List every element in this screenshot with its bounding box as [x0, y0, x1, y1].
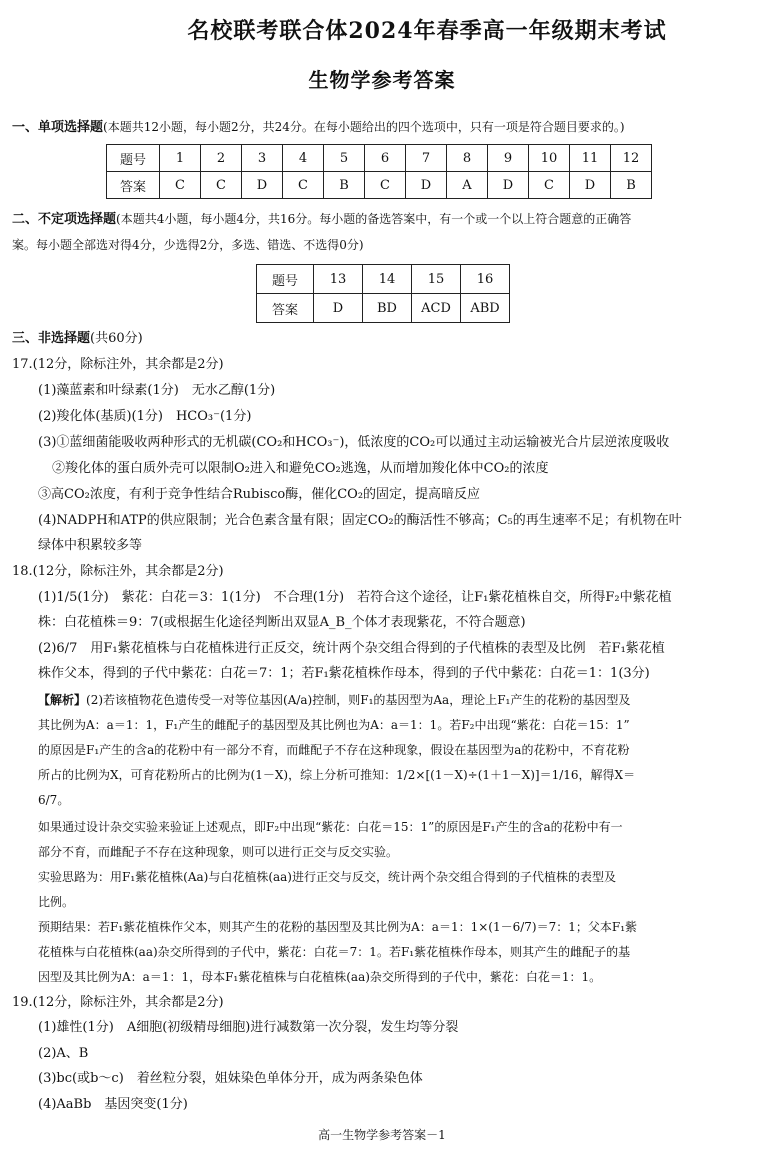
q17-1: (1)藻蓝素和叶绿素(1分) 无水乙醇(1分): [38, 383, 276, 398]
q19-4: (4)AaBb 基因突变(1分): [38, 1097, 188, 1112]
q17-3c: ③高CO₂浓度，有利于竞争性结合Rubisco酶，催化CO₂的固定，提高暗反应: [38, 487, 481, 502]
table-cell: ABD: [461, 294, 510, 323]
q18-analysis-5: 6/7。: [38, 793, 70, 807]
table-cell: C: [160, 172, 201, 199]
q18-analysis-10: 预期结果：若F₁紫花植株作父本，则其产生的花粉的基因型及其比例为A：a＝1：1×(1－6/7)＝7：1；父本F₁紫: [38, 920, 638, 934]
q18-analysis-1: [38, 691, 630, 709]
q18-analysis-4: 所占的比例为X，可育花粉所占的比例为(1－X)，综上分析可推知：1/2×[(1－X)÷(1＋1－X)]＝1/16，解得X＝: [38, 768, 636, 782]
analysis-text: (2)若该植物花色遗传受一对等位基因(A/a)控制，则F₁的基因型为Aa，理论上F₁产生的花粉的基因型及: [86, 693, 631, 707]
q18-analysis-11: 花植株与白花植株(aa)杂交所得到的子代中，紫花：白花＝7：1。若F₁紫花植株作母本，则其产生的雌配子的基: [38, 945, 631, 959]
table-cell: D: [406, 172, 447, 199]
table-cell: D: [314, 294, 363, 323]
table-row: [107, 172, 652, 199]
section3-desc: (共60分): [90, 331, 143, 346]
table-cell: 14: [363, 265, 412, 294]
q17-2: (2)羧化体(基质)(1分) HCO₃⁻(1分): [38, 409, 252, 424]
q17-3a: (3)①蓝细菌能吸收两种形式的无机碳(CO₂和HCO₃⁻)，低浓度的CO₂可以通过主动运输被光合片层逆浓度吸收: [38, 435, 670, 450]
table-cell: 6: [365, 145, 406, 172]
row-label: 题号: [107, 145, 160, 172]
q17-heading: 17.(12分，除标注外，其余都是2分): [12, 357, 224, 372]
table-cell: C: [365, 172, 406, 199]
table-cell: 1: [160, 145, 201, 172]
table-cell: 3: [242, 145, 283, 172]
section3-heading: 三、非选择题: [12, 331, 91, 346]
q18-analysis-12: 因型及其比例为A：a＝1：1，母本F₁紫花植株与白花植株(aa)杂交所得到的子代中，紫花：白花＝1：1。: [38, 970, 602, 984]
q18-analysis-9: 比例。: [38, 895, 75, 909]
section2-heading-line: [12, 210, 631, 229]
page-title: 名校联考联合体2024年春季高一年级期末考试: [187, 18, 667, 44]
section2-desc-2: 案。每小题全部选对得4分，少选得2分，多选、错选、不选得0分): [12, 238, 364, 252]
table-cell: 4: [283, 145, 324, 172]
q19-2: (2)A、B: [38, 1046, 89, 1061]
table-cell: A: [447, 172, 488, 199]
table-cell: 16: [461, 265, 510, 294]
q18-1b: 株：白花植株＝9：7(或根据生化途径判断出双显A_B_个体才表现紫花，不符合题意): [38, 615, 526, 630]
page-footer: 高一生物学参考答案－1: [318, 1128, 446, 1142]
q18-analysis-6: 如果通过设计杂交实验来验证上述观点，即F₂中出现“紫花：白花＝15：1”的原因是F₁产生的含a的花粉中有一: [38, 820, 623, 834]
q17-4a: (4)NADPH和ATP的供应限制；光合色素含量有限；固定CO₂的酶活性不够高；C₅的再生速率不足；有机物在叶: [38, 513, 682, 528]
q19-1: (1)雄性(1分) A细胞(初级精母细胞)进行减数第一次分裂，发生均等分裂: [38, 1020, 459, 1035]
row-label: 答案: [257, 294, 314, 323]
table-cell: D: [488, 172, 529, 199]
q18-analysis-7: 部分不育，而雌配子不存在这种现象，则可以进行正交与反交实验。: [38, 845, 399, 859]
row-label: 题号: [257, 265, 314, 294]
table-cell: 8: [447, 145, 488, 172]
table-cell: C: [529, 172, 570, 199]
section1-heading: 一、单项选择题: [12, 120, 104, 135]
table-cell: C: [201, 172, 242, 199]
section3-heading-line: [12, 330, 143, 348]
q18-2b: 株作父本，得到的子代中紫花：白花＝7：1；若F₁紫花植株作母本，得到的子代中紫花：白花＝1：1(3分): [38, 666, 650, 681]
table-cell: 10: [529, 145, 570, 172]
section1-desc: (本题共12小题，每小题2分，共24分。在每小题给出的四个选项中，只有一项是符合题目要求的。): [103, 120, 625, 134]
q18-analysis-2: 其比例为A：a＝1：1，F₁产生的雌配子的基因型及其比例也为A：a＝1：1。若F₂中出现“紫花：白花＝15：1”: [38, 718, 630, 732]
table-cell: 12: [611, 145, 652, 172]
table-cell: B: [324, 172, 365, 199]
table-row: [257, 265, 510, 294]
single-choice-answer-table: [106, 144, 652, 199]
section2-heading: 二、不定项选择题: [12, 212, 117, 227]
table-row: [107, 145, 652, 172]
q18-heading: 18.(12分，除标注外，其余都是2分): [12, 564, 224, 579]
table-cell: ACD: [412, 294, 461, 323]
table-cell: 2: [201, 145, 242, 172]
q18-1a: (1)1/5(1分) 紫花：白花＝3：1(1分) 不合理(1分) 若符合这个途径，让F₁紫花植株自交，所得F₂中紫花植: [38, 590, 672, 605]
row-label: 答案: [107, 172, 160, 199]
table-cell: 5: [324, 145, 365, 172]
table-cell: D: [242, 172, 283, 199]
multi-choice-answer-table: [256, 264, 510, 323]
table-cell: 9: [488, 145, 529, 172]
table-cell: 11: [570, 145, 611, 172]
table-cell: D: [570, 172, 611, 199]
section2-desc-1: (本题共4小题，每小题4分，共16分。每小题的备选答案中，有一个或一个以上符合题意的正确答: [116, 212, 632, 226]
table-cell: 15: [412, 265, 461, 294]
q18-2a: (2)6/7 用F₁紫花植株与白花植株进行正反交，统计两个杂交组合得到的子代植株的表型及比例 若F₁紫花植: [38, 641, 665, 656]
table-cell: BD: [363, 294, 412, 323]
q18-analysis-3: 的原因是F₁产生的含a的花粉中有一部分不育，而雌配子不存在这种现象，假设在基因型为a的花粉中，不育花粉: [38, 743, 630, 757]
table-cell: 13: [314, 265, 363, 294]
q17-3b: ②羧化体的蛋白质外壳可以限制O₂进入和避免CO₂逃逸，从而增加羧化体中CO₂的浓度: [52, 461, 549, 476]
table-row: [257, 294, 510, 323]
table-cell: B: [611, 172, 652, 199]
table-cell: 7: [406, 145, 447, 172]
analysis-label: 【解析】: [38, 693, 87, 707]
q18-analysis-8: 实验思路为：用F₁紫花植株(Aa)与白花植株(aa)进行正交与反交，统计两个杂交组合得到的子代植株的表型及: [38, 870, 616, 884]
q19-3: (3)bc(或b～c) 着丝粒分裂，姐妹染色单体分开，成为两条染色体: [38, 1071, 423, 1086]
table-cell: C: [283, 172, 324, 199]
page-subtitle: 生物学参考答案: [308, 68, 456, 92]
section1-heading-line: [12, 118, 625, 137]
q19-heading: 19.(12分，除标注外，其余都是2分): [12, 995, 224, 1010]
q17-4b: 绿体中积累较多等: [38, 538, 143, 553]
